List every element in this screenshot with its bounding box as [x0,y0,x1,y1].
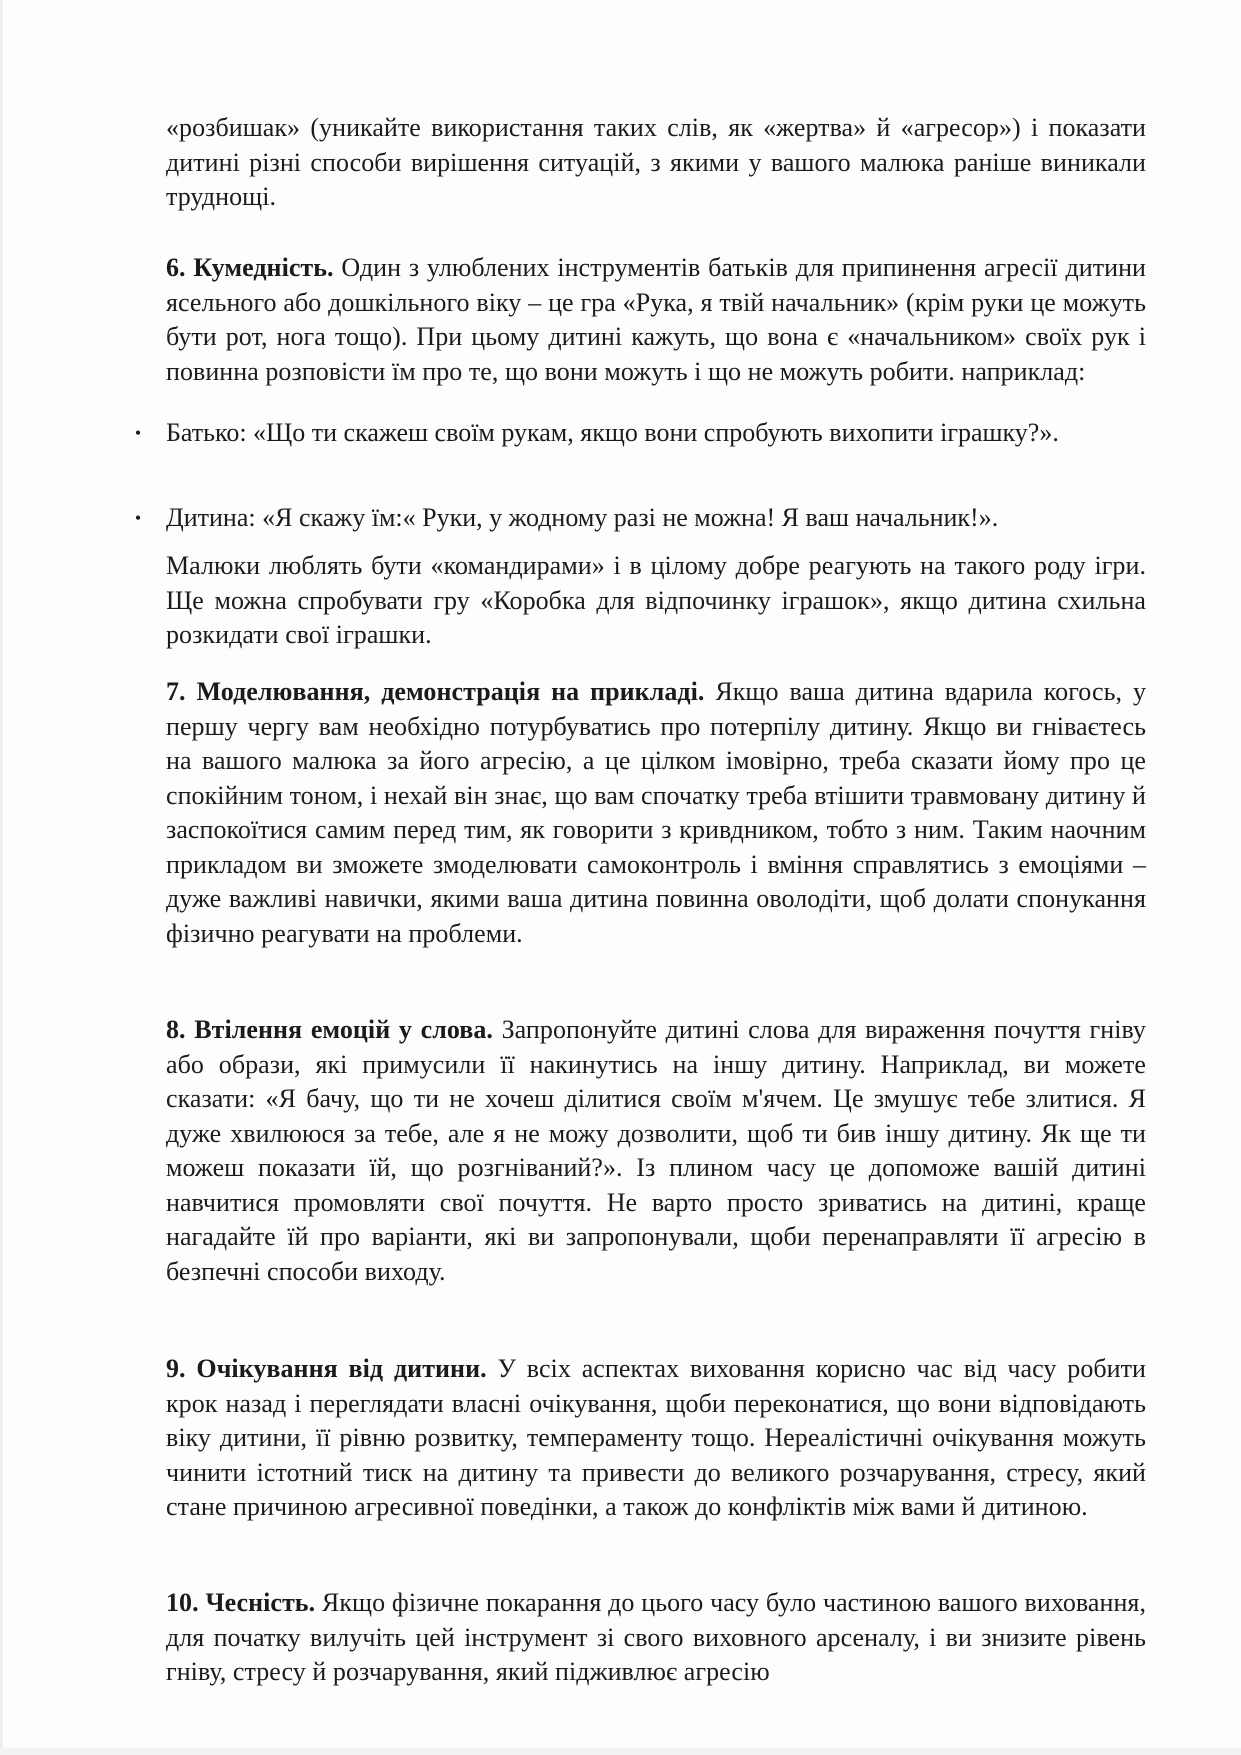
section-6 [166,251,1146,389]
bullet-icon: • [134,508,142,528]
section-9 [166,1352,1146,1525]
section-6-paragraph [166,251,1146,389]
section-8-text: Запропонуйте дитині слова для вираження почуття гніву або образи, які примусили її накинутись на іншу дитину. Наприклад, ви можете сказати: «Я бачу, що ти не хочеш ділитися своїм м'ячем. Це змушує тебе злитися. Я дуже хвилююся за тебе, але я не можу дозволити, щоб ти бив іншу дитину. Як ще ти можеш показати їй, що розгніваний?». Із плином часу це допоможе вашій дитині навчитися промовляти свої почуття. Не варто просто зриватись на дитині, краще нагадайте їй про варіанти, які ви запропонували, щоби перенаправляти її агресію в безпечні способи виходу. [166,1015,1146,1286]
section-9-heading: 9. Очікування від дитини. [166,1354,487,1383]
section-6-follow-text: Малюки люблять бути «командирами» і в цілому добре реагують на такого роду ігри. Ще можна спробувати гру «Коробка для відпочинку іграшок», якщо дитина схильна розкидати свої іграшки. [166,551,1146,649]
intro-text: «розбишак» (уникайте використання таких слів, як «жертва» й «агресор») і показати дитині різні способи вирішення ситуацій, з якими у вашого малюка раніше виникали труднощі. [166,113,1146,211]
section-9-paragraph [166,1352,1146,1525]
section-7-paragraph [166,675,1146,951]
section-10-heading: 10. Чесність. [166,1588,316,1617]
section-7-heading: 7. Моделювання, демонстрація на прикладі. [166,677,705,706]
section-6-follow [166,549,1146,653]
section-7-text: Якщо ваша дитина вдарила когось, у першу чергу вам необхідно потурбуватись про потерпілу дитину. Якщо ви гніваєтесь на вашого малюка за його агресію, а це цілком імовірно, треба сказати йому про це спокійним тоном, і нехай він знає, що вам спочатку треба втішити травмовану дитину й заспокоїтися самим перед тим, як говорити з кривдником, тобто з ним. Таким наочним прикладом ви зможете змоделювати самоконтроль і вміння справлятись з емоціями – дуже важливі навички, якими ваша дитина повинна оволодіти, щоб долати спонукання фізично реагувати на проблеми. [166,677,1146,948]
section-6-heading: 6. Кумедність. [166,253,334,282]
section-7 [166,675,1146,951]
scan-edge-left [0,0,3,1755]
bullet-text: Дитина: «Я скажу їм:« Руки, у жодному разі не можна! Я ваш начальник!». [166,503,999,532]
scan-edge-bottom [0,1748,1241,1755]
bullet-text: Батько: «Що ти скажеш своїм рукам, якщо вони спробують вихопити іграшку?». [166,418,1059,447]
section-8 [166,1013,1146,1289]
intro-paragraph [166,111,1146,215]
section-6-text: Один з улюблених інструментів батьків для припинення агресії дитини ясельного або дошкільного віку – це гра «Рука, я твій начальник» (крім руки це можуть бути рот, нога тощо). При цьому дитині кажуть, що вона є «начальником» своїх рук і повинна розповісти їм про те, що вони можуть і що не можуть робити. наприклад: [166,253,1146,386]
section-9-text: У всіх аспектах виховання корисно час від часу робити крок назад і переглядати власні очікування, щоби переконатися, що вони відповідають віку дитини, її рівню розвитку, темпераменту тощо. Нереалістичні очікування можуть чинити істотний тиск на дитину та привести до великого розчарування, стресу, який стане причиною агресивної поведінки, а також до конфліктів між вами й дитиною. [166,1354,1146,1521]
section-10-text: Якщо фізичне покарання до цього часу було частиною вашого виховання, для початку вилучіть цей інструмент зі свого виховного арсеналу, і ви знизите рівень гніву, стресу й розчарування, який підживлює агресію [166,1588,1146,1686]
section-10 [166,1586,1146,1690]
section-10-paragraph [166,1586,1146,1690]
bullet-icon: • [134,423,142,443]
section-8-paragraph [166,1013,1146,1289]
section-8-heading: 8. Втілення емоцій у слова. [166,1015,493,1044]
